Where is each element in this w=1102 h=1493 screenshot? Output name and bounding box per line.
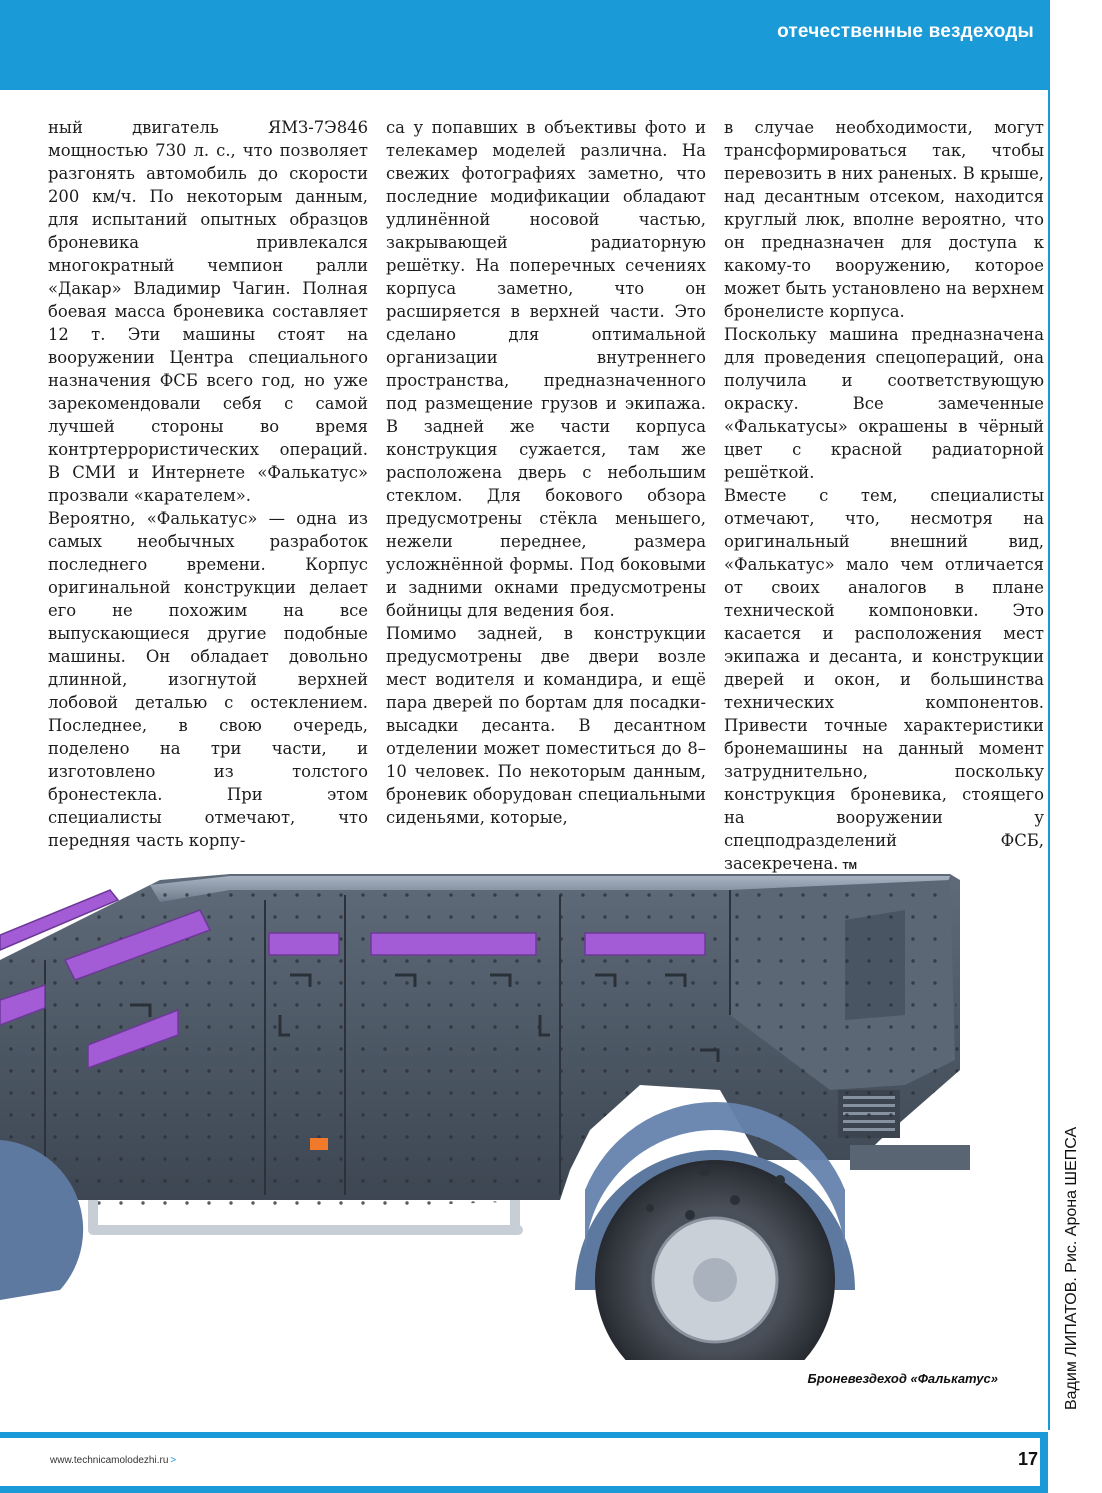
footer-url[interactable] [50,1455,176,1466]
article-column-3 [724,116,1044,878]
paragraph: Помимо задней, в конструкции предусмотрены две двери возле мест водителя и командира, и ещё пара дверей по бортам для посадки-высадки десанта. В десантном отделении может поместиться до 8–10 человек. По некоторым данным, броневик оборудован специальными сиденьями, которые, [386,624,706,827]
vehicle-illustration [0,840,1048,1360]
url-text[interactable]: www.technicamolodezhi.ru [50,1455,169,1466]
paragraph: Поскольку машина предназначена для проведения спецопераций, она получила и соответствующую окраску. Все замеченные «Фалькатусы» окрашены в чёрный цвет с красной радиаторной решёткой. [724,325,1044,482]
paragraph: в случае необходимости, могут трансформироваться так, чтобы перевозить в них раненых. В крыше, над десантным отсеком, находится круглый люк, вполне вероятно, что он предназначен для доступа к какому-то вооружению, которое может быть установлено на верхнем бронелисте корпуса. [724,118,1044,321]
hub [693,1258,737,1302]
right-border-rule [1048,0,1050,1430]
paragraph-text: Вместе с тем, специалисты отмечают, что, несмотря на оригинальный внешний вид, «Фалькатус» мало чем отличается от своих аналогов в плане технической компоновки. Это касается и расположения мест экипажа и десанта, и конструкции дверей и окон, и большинства технических компонентов. Привести точные характеристики бронемашины на данный момент затруднительно, поскольку конструкция броневика, стоящего на вооружении у спецподразделений ФСБ, засекречена. [724,486,1044,873]
paragraph: са у попавших в объективы фото и телекамер моделей различна. На свежих фотографиях заметно, что последние модификации обладают удлинённой носовой частью, закрывающей радиаторную решётку. На поперечных сечениях корпуса заметно, что он расширяется в верхней части. Это сделано для оптимальной организации внутреннего пространства, предназначенного под размещение грузов и экипажа. В задней же части корпуса конструкция сужается, там же расположена дверь с небольшим стеклом. Для бокового обзора предусмотрены стёкла меньшего, нежели переднее, размера усложнённой формы. Под боковыми и задними окнами предусмотрены бойницы для ведения боя. [386,118,706,620]
section-title: отечественные вездеходы [777,21,1034,42]
arrow-icon: > [170,1455,177,1466]
side-step-bar [88,1225,523,1235]
end-mark: ТМ [842,861,857,872]
illustration-caption: Броневездеход «Фалькатус» [807,1371,998,1386]
rear-step [850,1145,970,1170]
paragraph: Вероятно, «Фалькатус» — одна из самых необычных разработок последнего времени. Корпус оригинальной конструкции делает его не похожим на все выпускающиеся другие подобные машины. Он обладает довольно длинной, изогнутой верхней лобовой деталью с остеклением. Последнее, в свою очередь, поделено на три части, и изготовлено из толстого бронестекла. При этом специалисты отмечают, что передняя часть корпу- [48,509,368,850]
article-column-2 [386,116,706,829]
article-column-1 [48,116,368,852]
author-credit: Вадим ЛИПАТОВ. Рис. Арона ШЕПСА [1063,1126,1080,1410]
paragraph-final [724,484,1044,878]
page-number: 17 [1018,1449,1039,1469]
header-bar [0,0,1048,90]
paragraph: ный двигатель ЯМЗ-7Э846 мощностью 730 л. с., что позволяет разгонять автомобиль до скорости 200 км/ч. По некоторым данным, для испытаний опытных образцов броневика привлекался многократный чемпион ралли «Дакар» Владимир Чагин. Полная боевая масса броневика составляет 12 т. Эти машины стоят на вооружении Центра специального назначения ФСБ всего год, но уже зарекомендовали себя с самой лучшей стороны во время контртеррористических операций. В СМИ и Интернете «Фалькатус» прозвали «карателем». [48,118,368,505]
marker-light [310,1138,328,1150]
